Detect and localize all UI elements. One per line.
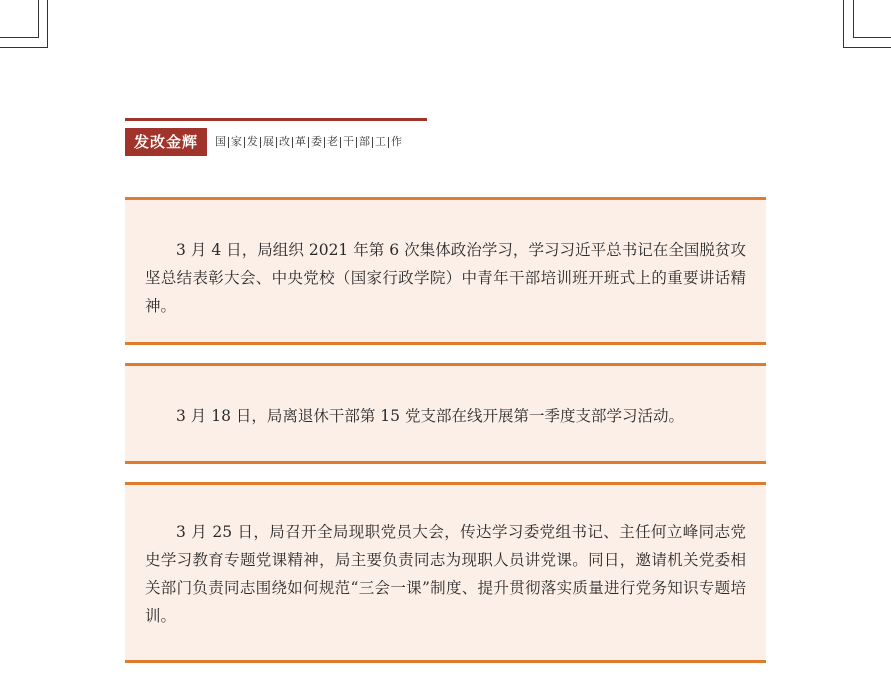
news-entry-text: 3 月 25 日，局召开全局现职党员大会，传达学习委党组书记、主任何立峰同志党史学习教育专题党课精神，局主要负责同志为现职人员讲党课。同日，邀请机关党委相关部门负责同志围绕如何规范“三会一课”制度、提升贯彻落实质量进行党务知识专题培训。	[145, 523, 746, 625]
news-entry-text: 3 月 4 日，局组织 2021 年第 6 次集体政治学习，学习习近平总书记在全国脱贫攻坚总结表彰大会、中央党校（国家行政学院）中青年干部培训班开班式上的重要讲话精神。	[145, 241, 746, 315]
department-char: 国	[215, 135, 226, 148]
department-char: 发	[247, 135, 258, 148]
department-char: 部	[359, 135, 370, 148]
news-entry	[125, 482, 766, 663]
masthead-title: 发改金辉	[125, 128, 207, 156]
crop-mark-top-right-h	[843, 47, 891, 48]
department-char: 改	[279, 135, 290, 148]
crop-mark-top-right-inner	[853, 0, 854, 38]
department-char: 家	[231, 135, 242, 148]
department-char: 工	[375, 135, 386, 148]
department-char: 展	[263, 135, 274, 148]
crop-mark-top-right-inner-h	[853, 37, 891, 38]
department-char: 委	[311, 135, 322, 148]
department-char: 革	[295, 135, 306, 148]
news-entry	[125, 363, 766, 464]
crop-mark-top-left-inner-h	[0, 37, 38, 38]
department-char: 老	[327, 135, 338, 148]
news-entry	[125, 197, 766, 345]
crop-mark-top-left-inner	[38, 0, 39, 38]
header-rule	[125, 118, 427, 121]
crop-mark-top-left-v	[47, 0, 48, 48]
crop-mark-top-right-v	[843, 0, 844, 48]
department-line	[213, 134, 404, 150]
department-char: 干	[343, 135, 354, 148]
news-entry-text: 3 月 18 日，局离退休干部第 15 党支部在线开展第一季度支部学习活动。	[176, 407, 684, 425]
department-char: 作	[391, 135, 402, 148]
crop-mark-top-left-h	[0, 47, 48, 48]
